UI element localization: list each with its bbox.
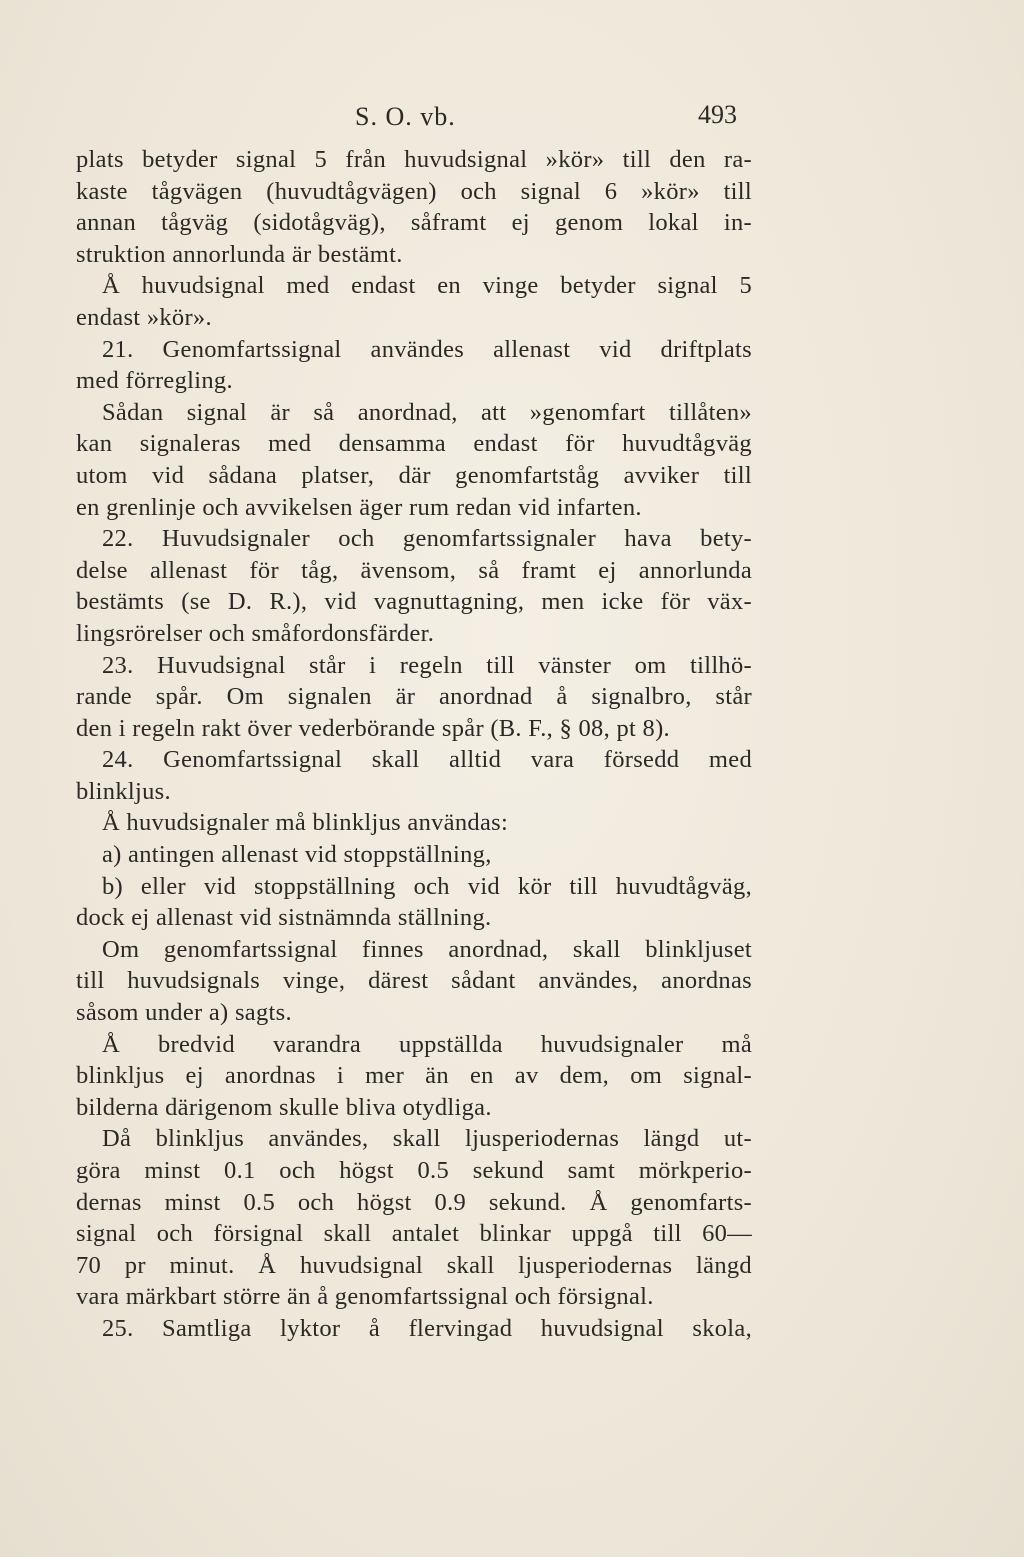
text-line: blinkljus. — [76, 777, 171, 805]
text-line: struktion annorlunda är bestämt. — [76, 240, 403, 268]
text-line: 21. Genomfartssignal användes allenast vid driftplats — [102, 335, 752, 363]
text-line: endast »kör». — [76, 303, 212, 331]
text-line: rande spår. Om signalen är anordnad å signalbro, står — [76, 683, 752, 711]
text-line: 25. Samtliga lyktor å flervingad huvudsignal skola, — [102, 1314, 752, 1342]
text-line: Sådan signal är så anordnad, att »genomfart tillåten» — [102, 398, 752, 426]
text-line: såsom under a) sagts. — [76, 999, 292, 1027]
text-line: med förregling. — [76, 367, 233, 395]
text-line: a) antingen allenast vid stoppställning, — [102, 841, 492, 869]
text-line: den i regeln rakt över vederbörande spår (B. F., § 08, pt 8). — [76, 714, 670, 742]
text-line: kan signaleras med densamma endast för huvudtågväg — [76, 430, 752, 458]
text-line: till huvudsignals vinge, därest sådant användes, anordnas — [76, 967, 752, 995]
text-line: plats betyder signal 5 från huvudsignal »kör» till den ra- — [76, 146, 752, 173]
text-line: delse allenast för tåg, ävensom, så framt ej annorlunda — [76, 556, 752, 584]
text-line: bilderna därigenom skulle bliva otydliga. — [76, 1093, 492, 1121]
text-line: Å bredvid varandra uppställda huvudsignaler må — [102, 1030, 752, 1058]
running-head-title: S. O. vb. — [355, 102, 456, 131]
text-line: lingsrörelser och småfordonsfärder. — [76, 619, 435, 647]
text-line: Å huvudsignaler må blinkljus användas: — [102, 809, 509, 837]
text-line: 23. Huvudsignal står i regeln till vänster om tillhö- — [102, 651, 752, 679]
text-line: 24. Genomfartssignal skall alltid vara försedd med — [102, 746, 752, 774]
text-line: 70 pr minut. Å huvudsignal skall ljusperiodernas längd — [76, 1251, 752, 1279]
text-line: b) eller vid stoppställning och vid kör till huvudtågväg, — [102, 872, 752, 900]
text-line: utom vid sådana platser, där genomfartståg avviker till — [76, 461, 752, 489]
text-line: göra minst 0.1 och högst 0.5 sekund samt mörkperio- — [76, 1157, 752, 1184]
text-line: blinkljus ej anordnas i mer än en av dem, om signal- — [76, 1062, 752, 1090]
text-line: signal och försignal skall antalet blinkar uppgå till 60— — [76, 1220, 752, 1248]
text-line: 22. Huvudsignaler och genomfartssignaler hava bety- — [102, 525, 752, 553]
text-line: Om genomfartssignal finnes anordnad, skall blinkljuset — [102, 935, 752, 963]
running-head — [0, 96, 1024, 136]
text-line: dock ej allenast vid sistnämnda ställning. — [76, 904, 492, 932]
text-line: Då blinkljus användes, skall ljusperiodernas längd ut- — [102, 1125, 752, 1153]
text-line: annan tågväg (sidotågväg), såframt ej genom lokal in- — [76, 209, 752, 237]
text-line: bestämts (se D. R.), vid vagnuttagning, men icke för väx- — [76, 588, 752, 616]
body-text — [76, 144, 752, 1345]
text-line: dernas minst 0.5 och högst 0.9 sekund. Å genomfarts- — [76, 1188, 752, 1216]
text-line: vara märkbart större än å genomfartssignal och försignal. — [76, 1283, 654, 1311]
text-line: kaste tågvägen (huvudtågvägen) och signal 6 »kör» till — [76, 177, 752, 205]
page-number: 493 — [698, 100, 737, 129]
text-line: en grenlinje och avvikelsen äger rum redan vid infarten. — [76, 493, 642, 521]
text-line: Å huvudsignal med endast en vinge betyder signal 5 — [102, 272, 752, 300]
